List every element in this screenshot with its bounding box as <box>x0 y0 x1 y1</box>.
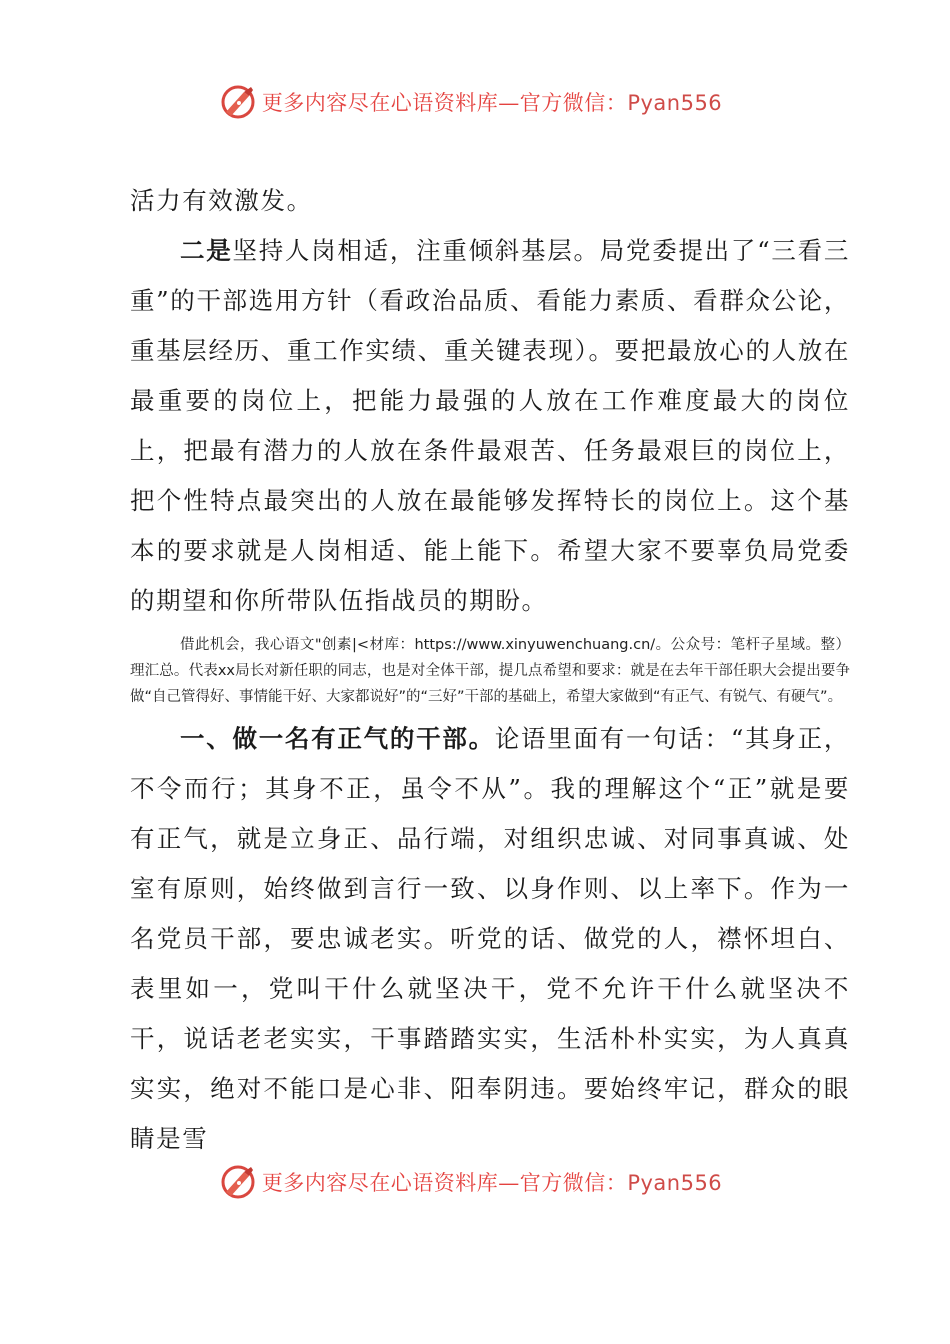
banner-text: 更多内容尽在心语资料库—官方微信：Pyan556 <box>261 1171 723 1195</box>
banner-text: 更多内容尽在心语资料库—官方微信：Pyan556 <box>261 91 723 115</box>
wechat-id: Pyan556 <box>627 91 723 115</box>
paragraph: 二是坚持人岗相适，注重倾斜基层。局党委提出了“三看三重”的干部选用方针（看政治品质、看能力素质、看群众公论，重基层经历、重工作实绩、重关键表现）。要把最放心的人放在最重要的岗位上，把能力最强的人放在工作难度最大的岗位上，把最有潜力的人放在条件最艰苦、任务最艰巨的岗位上，把个性特点最突出的人放在最能够发挥特长的岗位上。这个基本的要求就是人岗相适、能上能下。希望大家不要辜负局党委的期望和你所带队伍指战员的期盼。 <box>130 236 850 615</box>
paragraph: 一、做一名有正气的干部。论语里面有一句话：“其身正，不令而行；其身不正，虽令不从”。我的理解这个“正”就是要有正气，就是立身正、品行端，对组织忠诚、对同事真诚、处室有原则，始终做到言行一致、以身作则、以上率下。作为一名党员干部，要忠诚老实。听党的话、做党的人，襟怀坦白、表里如一，党叫干什么就坚决干，党不允许干什么就坚决不干，说话老老实实，干事踏踏实实，生活朴朴实实，为人真真实实，绝对不能口是心非、阳奉阴违。要始终牢记，群众的眼睛是雪 <box>130 724 850 1153</box>
paragraph-lead: 二是 <box>180 236 233 265</box>
document-body <box>130 176 850 1164</box>
paragraph: 活力有效激发。 <box>130 186 313 215</box>
header-banner <box>0 72 950 132</box>
pen-nib-logo-icon <box>218 82 258 122</box>
section-heading: 一、做一名有正气的干部。 <box>180 724 495 753</box>
footer-banner <box>0 1152 950 1212</box>
inserted-note: 借此机会，我心语文"创素|<材库：https://www.xinyuwenchuang.cn/。公众号：笔杆子星域。整）理汇总。代表xx局长对新任职的同志，也是对全体干部，提几点希望和要求：就是在去年干部任职大会提出要争做“自己管得好、事情能干好、大家都说好”的“三好”干部的基础上，希望大家做到“有正气、有锐气、有硬气”。 <box>130 637 850 705</box>
wechat-id: Pyan556 <box>627 1171 723 1195</box>
pen-nib-logo-icon <box>218 1162 258 1202</box>
